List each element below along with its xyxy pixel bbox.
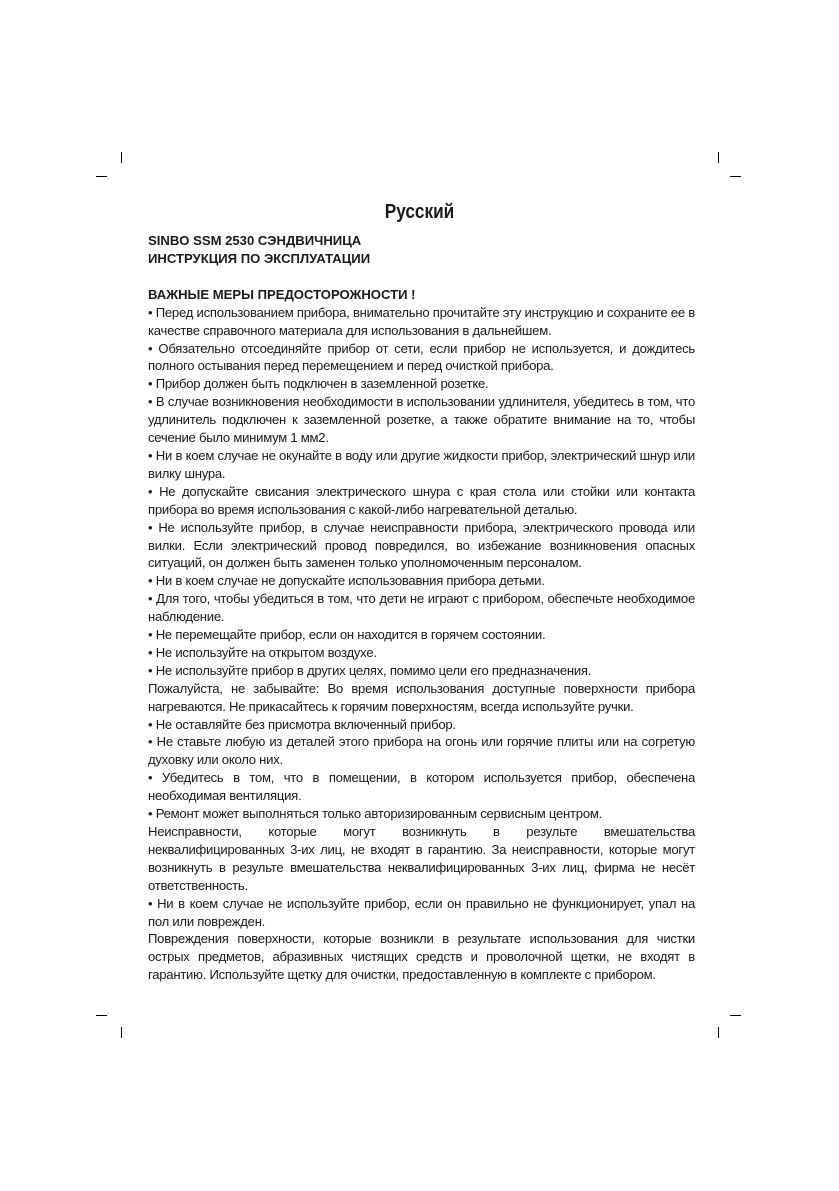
document-body — [148, 232, 695, 984]
paragraph: • Для того, чтобы убедиться в том, что дети не играют с прибором, обеспечьте необходимое наблюдение. — [148, 591, 695, 625]
paragraph: Неисправности, которые могут возникнуть в результе вмешательства неквалифицированных 3-их лиц, не входят в гарантию. За неисправности, которые могут возникнуть в результе вмешательства неквалифицированных 3-их лиц, фирма не несёт ответственность. — [148, 824, 695, 893]
crop-mark-top-right-horizontal — [730, 176, 741, 177]
paragraph: • В случае возникновения необходимости в использовании удлинителя, убедитесь в том, что удлинитель подключен к заземленной розетке, а также обратите внимание на то, чтобы сечение было минимум 1 мм2. — [148, 394, 695, 446]
paragraph: • Не допускайте свисания электрического шнура с края стола или стойки или контакта прибора во время использования с какой-либо нагревательной деталью. — [148, 483, 695, 517]
language-heading: Русский — [384, 201, 455, 223]
paragraph: • Не перемещайте прибор, если он находится в горячем состоянии. — [148, 627, 546, 643]
crop-mark-bottom-left-horizontal — [96, 1015, 107, 1016]
paragraph: • Ни в коем случае не окунайте в воду или другие жидкости прибор, электрический шнур или вилку шнура. — [148, 447, 695, 481]
paragraph: • Обязательно отсоединяйте прибор от сети, если прибор не используется, и дождитесь полного остывания перед перемещением и перед очисткой прибора. — [148, 340, 695, 374]
crop-mark-top-left-vertical — [121, 152, 122, 163]
paragraph-list — [148, 304, 695, 984]
paragraph: • Прибор должен быть подключен в заземленной розетке. — [148, 376, 489, 392]
paragraph: • Ремонт может выполняться только авторизированным сервисным центром. — [148, 806, 602, 822]
paragraph: Повреждения поверхности, которые возникли в результате использования для чистки острых предметов, абразивных чистящих средств и проволочной щетки, не входят в гарантию. Используйте щетку для очистки, предоставленную в комплекте с прибором. — [148, 931, 695, 983]
paragraph: Пожалуйста, не забывайте: Во время использования доступные поверхности прибора нагреваются. Не прикасайтесь к горячим поверхностям, всегда используйте ручки. — [148, 680, 695, 714]
paragraph: • Убедитесь в том, что в помещении, в котором используется прибор, обеспечена необходимая вентиляция. — [148, 770, 695, 804]
paragraph: • Ни в коем случае не используйте прибор, если он правильно не функционирует, упал на пол или поврежден. — [148, 895, 695, 929]
crop-mark-top-right-vertical — [718, 152, 719, 163]
paragraph: • Не используйте прибор в других целях, помимо цели его предназначения. — [148, 662, 592, 678]
paragraph: • Не используйте на открытом воздухе. — [148, 644, 377, 660]
crop-mark-bottom-left-vertical — [121, 1027, 122, 1038]
section-title: ВАЖНЫЕ МЕРЫ ПРЕДОСТОРОЖНОСТИ ! — [148, 286, 416, 302]
crop-mark-bottom-right-vertical — [718, 1027, 719, 1038]
paragraph: • Не используйте прибор, в случае неисправности прибора, электрического провода или вилки. Если электрический провод повредился, во избежание возникновения опасных ситуаций, он должен быть заменен только уполномоченным персоналом. — [148, 519, 695, 571]
crop-mark-top-left-horizontal — [96, 176, 107, 177]
manual-title: ИНСТРУКЦИЯ ПО ЭКСПЛУАТАЦИИ — [148, 250, 371, 266]
paragraph: • Не оставляйте без присмотра включенный прибор. — [148, 716, 456, 732]
crop-mark-bottom-right-horizontal — [730, 1015, 741, 1016]
paragraph: • Ни в коем случае не допускайте использовавния прибора детьми. — [148, 573, 545, 589]
paragraph: • Не ставьте любую из деталей этого прибора на огонь или горячие плиты или на согретую духовку или около них. — [148, 734, 695, 768]
product-title: SINBO SSM 2530 СЭНДВИЧНИЦА — [148, 233, 362, 248]
paragraph: • Перед использованием прибора, внимательно прочитайте эту инструкцию и сохраните ее в качестве справочного материала для использования в дальнейшем. — [148, 304, 695, 338]
